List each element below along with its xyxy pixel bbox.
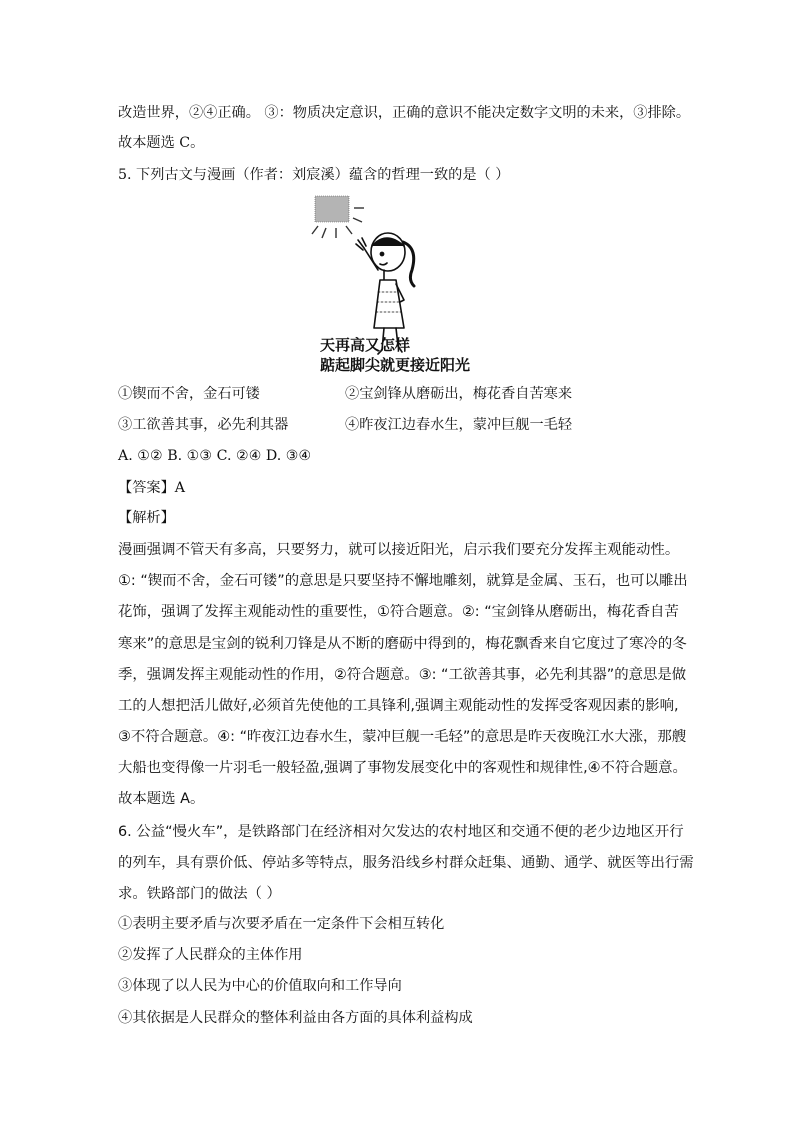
prev-analysis-line-1: 改造世界，②④正确。 ③：物质决定意识，正确的意识不能决定数字文明的未来，③排除。 (118, 105, 691, 121)
q5-analysis-line-2: ①: “锲而不舍，金石可镂”的意思是只要坚持不懈地雕刻，就算是金属、玉石，也可以雕出 (118, 573, 688, 589)
q5-analysis-line-7: ③不符合题意。④: “昨夜江边春水生，蒙冲巨舰一毛轻”的意思是昨天夜晚江水大涨，那艘 (118, 729, 687, 745)
q6-stem-line-1: 6. 公益“慢火车”，是铁路部门在经济相对欠发达的农村地区和交通不便的老少边地区开行 (118, 824, 684, 840)
q5-analysis-label: 【解析】 (118, 510, 175, 526)
q5-analysis-line-9: 故本题选 A。 (118, 791, 205, 807)
q5-analysis-line-5: 季，强调发挥主观能动性的作用，②符合题意。③: “工欲善其事，必先利其器”的意思是做 (118, 667, 687, 683)
sun-icon (312, 196, 364, 238)
q5-analysis-line-3: 花饰，强调了发挥主观能动性的重要性，①符合题意。②: “宝剑锋从磨砺出，梅花香自苦 (118, 604, 679, 620)
q5-analysis-line-6: 工的人想把活儿做好,必须首先使他的工具锋利,强调主观能动性的发挥受客观因素的影响, (118, 698, 679, 714)
q6-option-4: ④其依据是人民群众的整体利益由各方面的具体利益构成 (118, 1010, 473, 1026)
q5-stem: 5. 下列古文与漫画（作者：刘宸溪）蕴含的哲理一致的是（ ） (118, 167, 510, 183)
prev-analysis-line-2: 故本题选 C。 (118, 135, 205, 151)
q5-analysis-line-8: 大船也变得像一片羽毛一般轻盈,强调了事物发展变化中的客观性和规律性,④不符合题意。 (118, 760, 687, 776)
q6-stem-line-3: 求。铁路部门的做法（ ） (118, 886, 281, 902)
q6-stem-line-2: 的列车，具有票价低、停站多等特点，服务沿线乡村群众赶集、通勤、通学、就医等出行需 (118, 855, 694, 871)
q5-option-1: ①锲而不舍，金石可镂 (118, 386, 260, 402)
cartoon-illustration (300, 190, 490, 380)
cartoon-caption-1: 天再高又怎样 (320, 336, 411, 354)
q6-option-1: ①表明主要矛盾与次要矛盾在一定条件下会相互转化 (118, 916, 445, 932)
q5-answer: 【答案】A (118, 480, 185, 496)
q5-option-4: ④昨夜江边春水生，蒙冲巨舰一毛轻 (345, 417, 573, 433)
q6-option-2: ②发挥了人民群众的主体作用 (118, 947, 303, 963)
q5-analysis-line-1: 漫画强调不管天有多高，只要努力，就可以接近阳光，启示我们要充分发挥主观能动性。 (118, 542, 680, 558)
q5-option-3: ③工欲善其事，必先利其器 (118, 417, 289, 433)
cartoon-caption-2: 踮起脚尖就更接近阳光 (320, 356, 471, 374)
q5-analysis-line-4: 寒来”的意思是宝剑的锐利刀锋是从不断的磨砺中得到的，梅花飘香来自它度过了寒冷的冬 (118, 636, 687, 652)
q5-option-2: ②宝剑锋从磨砺出，梅花香自苦寒来 (345, 386, 573, 402)
q5-choices: A. ①② B. ①③ C. ②④ D. ③④ (118, 448, 312, 464)
q6-option-3: ③体现了以人民为中心的价值取向和工作导向 (118, 978, 402, 994)
